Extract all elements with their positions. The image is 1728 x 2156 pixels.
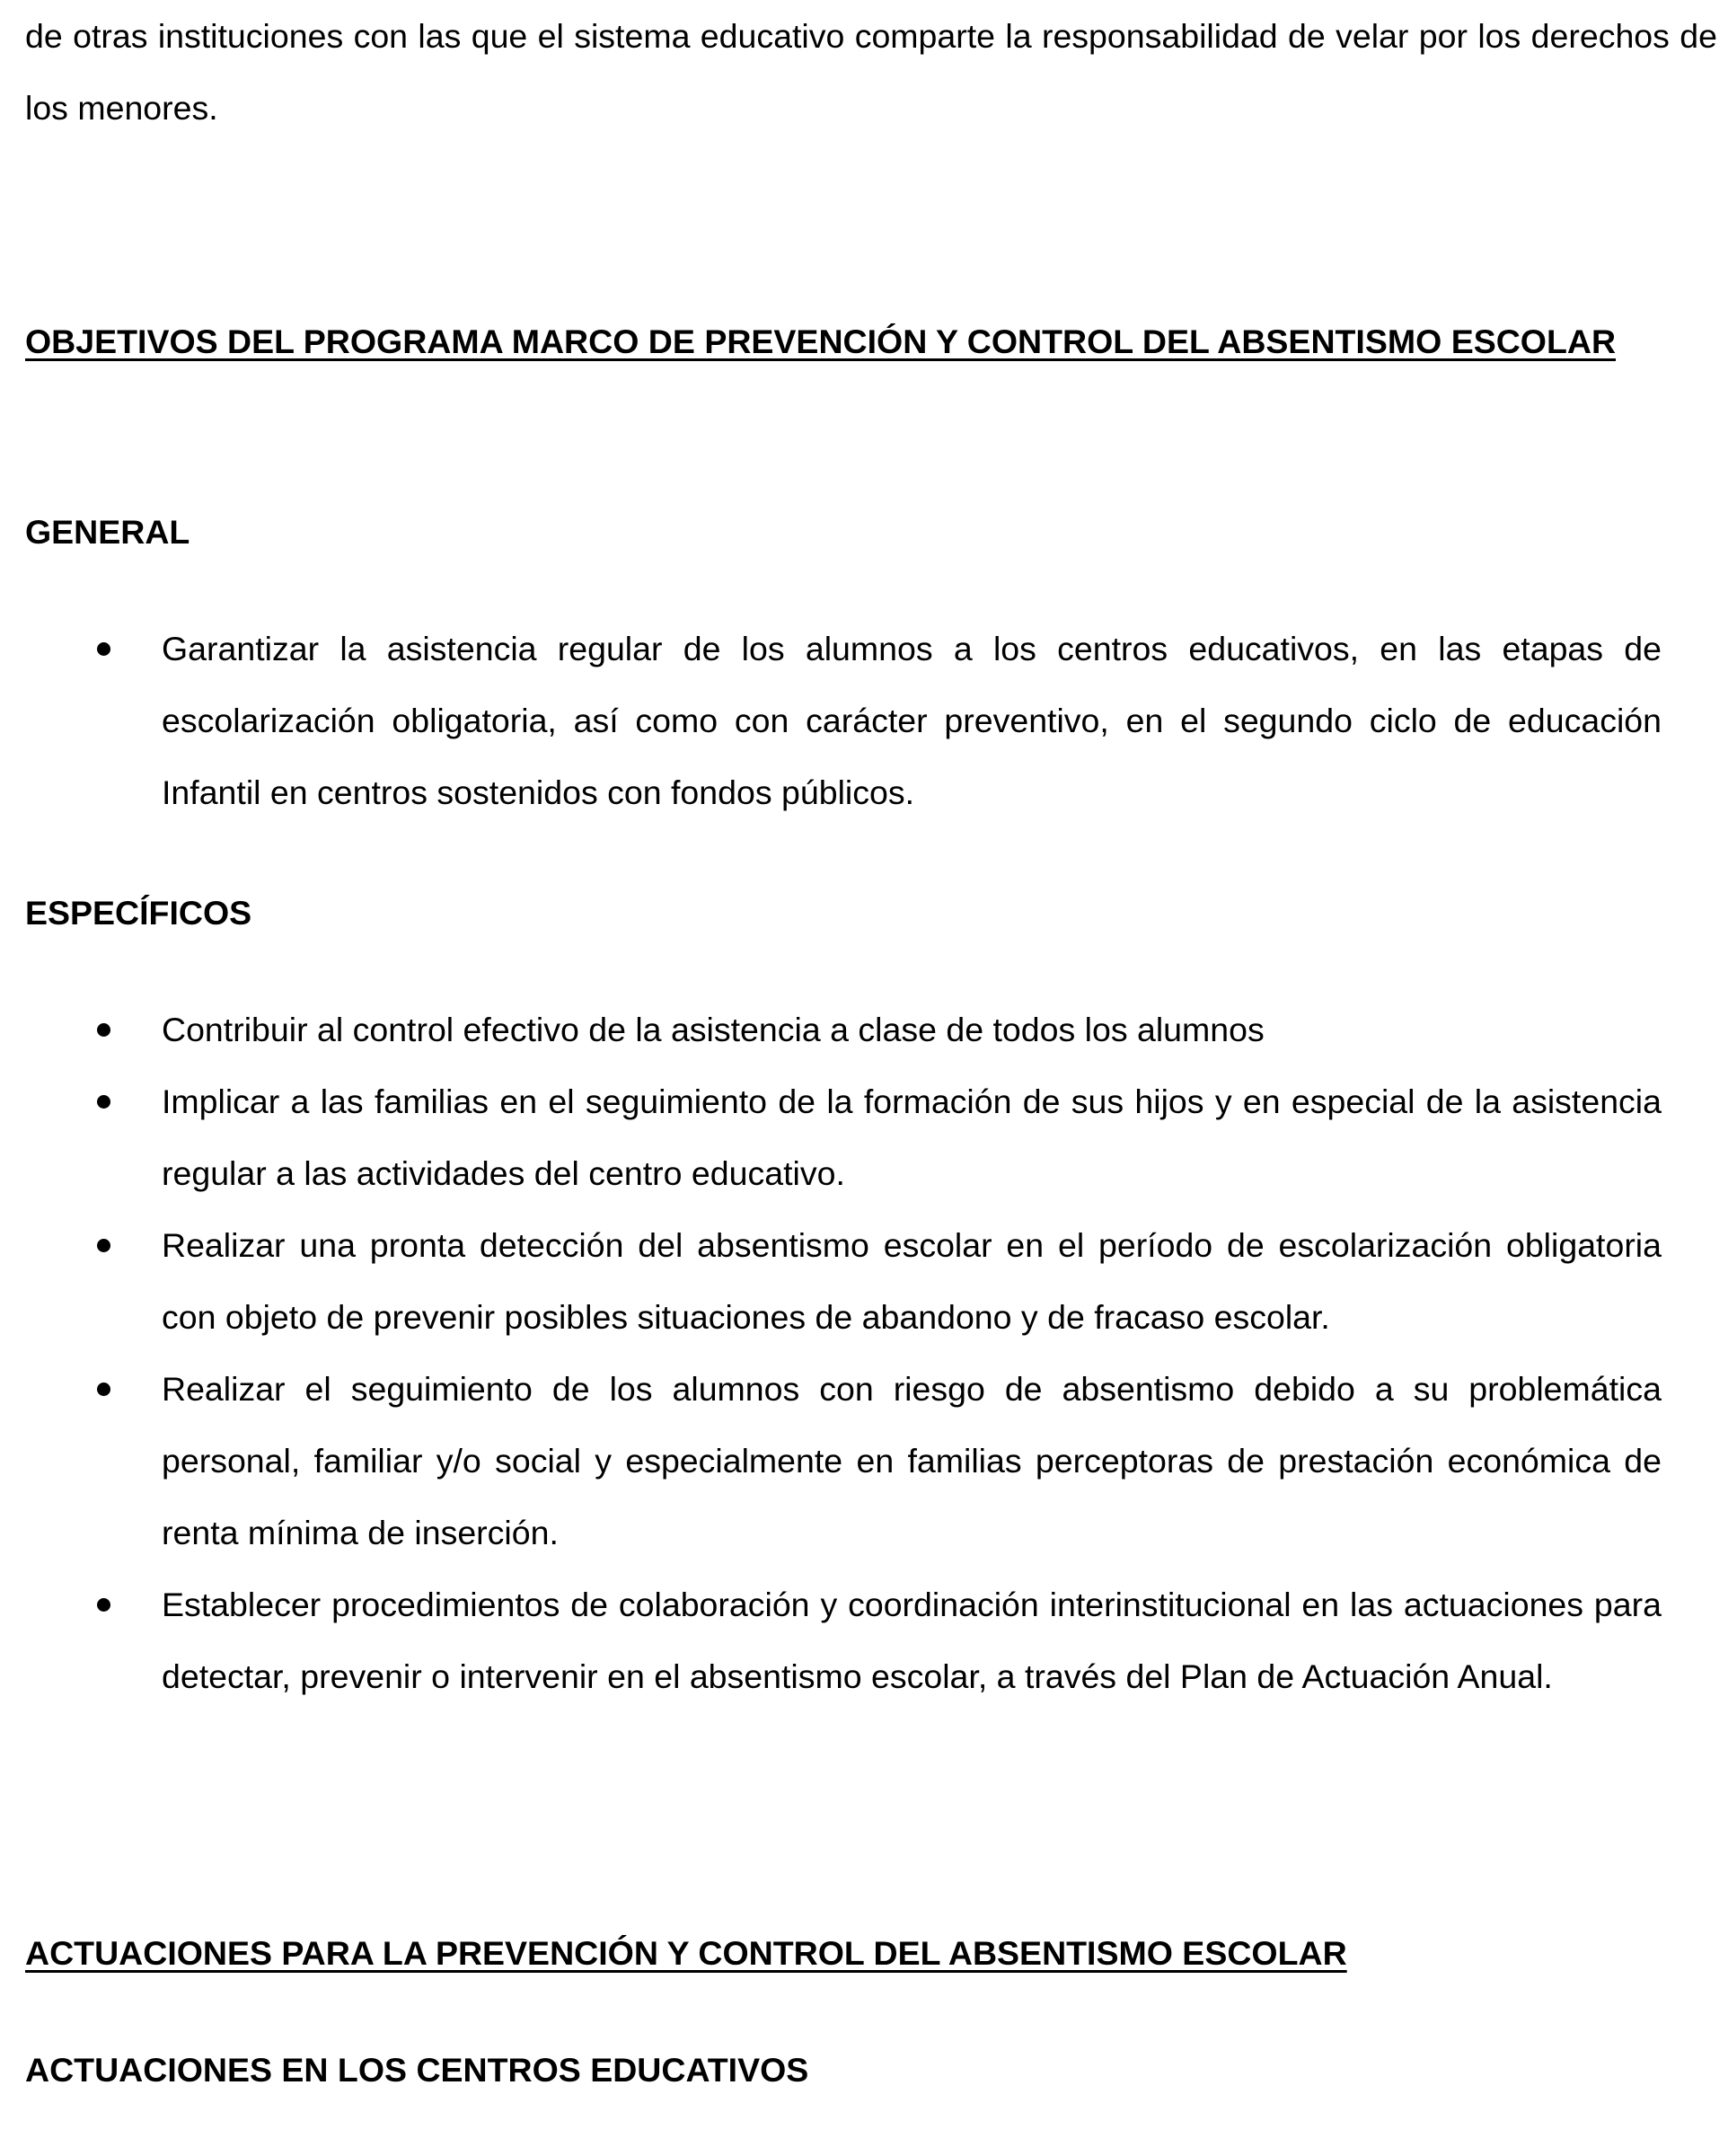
- list-item: [25, 613, 1662, 828]
- intro-paragraph: de otras instituciones con las que el sistema educativo comparte la responsabilidad de velar por los derechos de los menores.: [25, 17, 1717, 127]
- list-item-text: Implicar a las familias en el seguimiento de la formación de sus hijos y en especial de la asistencia regular a las actividades del centro educativo.: [162, 1082, 1662, 1192]
- bullet-icon: [97, 1023, 110, 1037]
- list-item-text: Garantizar la asistencia regular de los alumnos a los centros educativos, en las etapas de escolarización obligatoria, así como con carácter preventivo, en el segundo ciclo de educación Infantil en centros sostenidos con fondos públicos.: [162, 630, 1662, 811]
- bullet-icon: [97, 1239, 110, 1252]
- list-item: [25, 994, 1662, 1065]
- general-objectives-list: [25, 613, 1717, 828]
- list-item-text: Contribuir al control efectivo de la asistencia a clase de todos los alumnos: [162, 1011, 1265, 1048]
- section-title-actuaciones: ACTUACIONES PARA LA PREVENCIÓN Y CONTROL DEL ABSENTISMO ESCOLAR: [25, 1934, 1347, 1972]
- bullet-icon: [97, 1598, 110, 1612]
- bullet-icon: [97, 642, 110, 656]
- list-item: [25, 1353, 1662, 1568]
- list-item: [25, 1568, 1662, 1712]
- section-title-objetivos: OBJETIVOS DEL PROGRAMA MARCO DE PREVENCIÓN Y CONTROL DEL ABSENTISMO ESCOLAR: [25, 323, 1617, 360]
- list-item-text: Establecer procedimientos de colaboración y coordinación interinstitucional en las actuaciones para detectar, prevenir o intervenir en el absentismo escolar, a través del Plan de Actuación Anual.: [162, 1586, 1662, 1695]
- specific-objectives-list: [25, 994, 1717, 1712]
- subheading-especificos: ESPECÍFICOS: [25, 894, 252, 932]
- list-item: [25, 1209, 1662, 1353]
- subheading-general: GENERAL: [25, 513, 190, 551]
- list-item-text: Realizar una pronta detección del absentismo escolar en el período de escolarización obligatoria con objeto de prevenir posibles situaciones de abandono y de fracaso escolar.: [162, 1226, 1662, 1336]
- list-item: [25, 1065, 1662, 1209]
- bullet-icon: [97, 1095, 110, 1109]
- list-item-text: Realizar el seguimiento de los alumnos con riesgo de absentismo debido a su problemática personal, familiar y/o social y especialmente en familias perceptoras de prestación económica de renta mínima de inserción.: [162, 1370, 1662, 1551]
- subheading-actuaciones-centros: ACTUACIONES EN LOS CENTROS EDUCATIVOS: [25, 2051, 809, 2089]
- bullet-icon: [97, 1383, 110, 1396]
